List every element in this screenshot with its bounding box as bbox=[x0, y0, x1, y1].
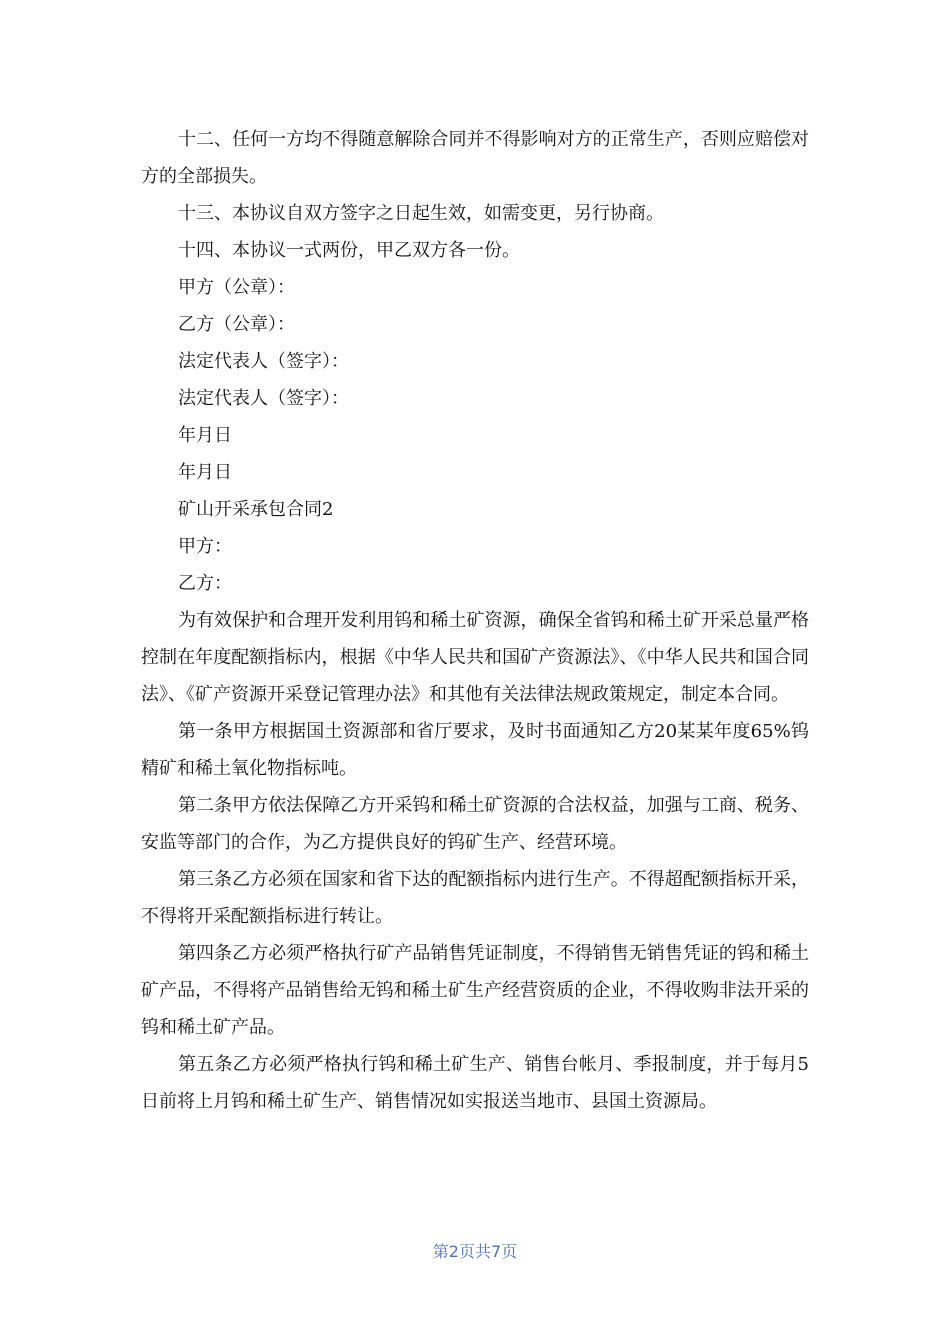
page-footer bbox=[0, 1240, 950, 1264]
contract-2-title: 矿山开采承包合同2 bbox=[178, 499, 334, 520]
current-page-number: 2 bbox=[448, 1242, 459, 1261]
preamble: 为有效保护和合理开发利用钨和稀土矿资源，确保全省钨和稀土矿开采总量严格控制在年度配额指标内，根据《中华人民共和国矿产资源法》、《中华人民共和国合同法》、《矿产资源开采登记管理办法》和其他有关法律法规政策规定，制定本合同。 bbox=[141, 610, 809, 705]
clause-13: 十三、本协议自双方签字之日起生效，如需变更，另行协商。 bbox=[178, 203, 664, 224]
clause-12: 十二、任何一方均不得随意解除合同并不得影响对方的正常生产，否则应赔偿对方的全部损失。 bbox=[141, 129, 809, 187]
article-5: 第五条乙方必须严格执行钨和稀土矿生产、销售台帐月、季报制度，并于每月5日前将上月钨和稀土矿生产、销售情况如实报送当地市、县国土资源局。 bbox=[141, 1054, 809, 1112]
clause-14: 十四、本协议一式两份，甲乙双方各一份。 bbox=[178, 240, 520, 261]
article-3: 第三条乙方必须在国家和省下达的配额指标内进行生产。不得超配额指标开采，不得将开采配额指标进行转让。 bbox=[141, 869, 809, 927]
party-b-label: 乙方： bbox=[178, 573, 232, 594]
article-1: 第一条甲方根据国土资源部和省厅要求，及时书面通知乙方20某某年度65%钨精矿和稀土氧化物指标吨。 bbox=[141, 721, 809, 779]
article-2: 第二条甲方依法保障乙方开采钨和稀土矿资源的合法权益，加强与工商、税务、安监等部门的合作，为乙方提供良好的钨矿生产、经营环境。 bbox=[141, 795, 809, 853]
party-a-seal: 甲方（公章）： bbox=[178, 277, 295, 298]
legal-rep-signature-b: 法定代表人（签字）： bbox=[178, 388, 349, 409]
date-line-a: 年月日 bbox=[178, 425, 232, 446]
document-body bbox=[141, 121, 809, 1120]
party-a-label: 甲方： bbox=[178, 536, 232, 557]
legal-rep-signature-a: 法定代表人（签字）： bbox=[178, 351, 349, 372]
footer-suffix: 页 bbox=[501, 1242, 518, 1261]
article-4: 第四条乙方必须严格执行矿产品销售凭证制度，不得销售无销售凭证的钨和稀土矿产品，不得将产品销售给无钨和稀土矿生产经营资质的企业，不得收购非法开采的钨和稀土矿产品。 bbox=[141, 943, 809, 1038]
party-b-seal: 乙方（公章）： bbox=[178, 314, 295, 335]
footer-prefix: 第 bbox=[432, 1242, 449, 1261]
date-line-b: 年月日 bbox=[178, 462, 232, 483]
footer-middle: 页共 bbox=[458, 1242, 491, 1261]
total-page-count: 7 bbox=[491, 1242, 502, 1261]
